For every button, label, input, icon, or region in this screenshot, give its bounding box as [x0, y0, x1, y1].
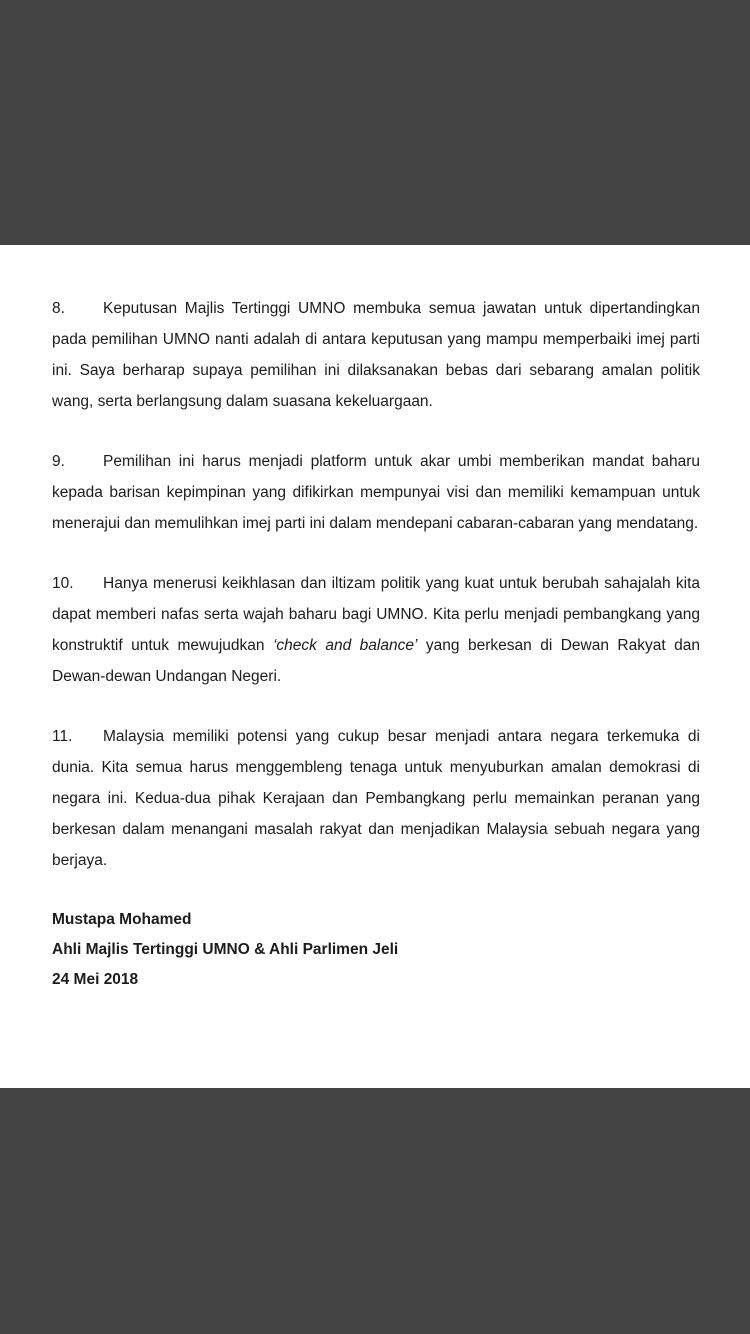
- paragraph-text: Hanya menerusi keikhlasan dan iltizam politik yang kuat untuk berubah sahajalah kita dapat memberi nafas serta wajah baharu bagi UMNO. Kita perlu menjadi pembangkang yang konstruktif untuk mewujudkan: [52, 575, 700, 654]
- signature-date: 24 Mei 2018: [52, 971, 139, 988]
- bottom-dark-bar: [0, 1088, 750, 1334]
- paragraph-11: [52, 721, 700, 876]
- paragraph-text-end: yang berkesan di Dewan Rakyat dan Dewan-dewan Undangan Negeri.: [52, 637, 700, 685]
- paragraph-text: Keputusan Majlis Tertinggi UMNO membuka semua jawatan untuk dipertandingkan pada pemilihan UMNO nanti adalah di antara keputusan yang mampu memperbaiki imej parti ini. Saya berharap supaya pemilihan ini dilaksanakan bebas dari sebarang amalan politik wang, serta berlangsung dalam suasana kekeluargaan.: [52, 300, 700, 410]
- top-dark-bar: [0, 0, 750, 245]
- paragraph-8: [52, 293, 700, 417]
- signature-block: [52, 905, 700, 995]
- signature-title: Ahli Majlis Tertinggi UMNO & Ahli Parlimen Jeli: [52, 941, 399, 958]
- paragraph-9: [52, 446, 700, 539]
- paragraph-10: [52, 568, 700, 692]
- signature-name: Mustapa Mohamed: [52, 911, 192, 928]
- paragraph-number: 8.: [52, 300, 65, 317]
- paragraph-text: Pemilihan ini harus menjadi platform untuk akar umbi memberikan mandat baharu kepada barisan kepimpinan yang difikirkan mempunyai visi dan memiliki kemampuan untuk menerajui dan memulihkan imej parti ini dalam mendepani cabaran-cabaran yang mendatang.: [52, 453, 700, 532]
- document-page: [0, 245, 750, 1088]
- paragraph-number: 9.: [52, 453, 65, 470]
- paragraph-number: 10.: [52, 575, 74, 592]
- document-body: [52, 293, 700, 995]
- paragraph-number: 11.: [52, 728, 73, 745]
- paragraph-text: Malaysia memiliki potensi yang cukup besar menjadi antara negara terkemuka di dunia. Kita semua harus menggembleng tenaga untuk menyuburkan amalan demokrasi di negara ini. Kedua-dua pihak Kerajaan dan Pembangkang perlu memainkan peranan yang berkesan dalam menangani masalah rakyat dan menjadikan Malaysia sebuah negara yang berjaya.: [52, 728, 700, 869]
- paragraph-italic-phrase: ‘check and balance’: [272, 637, 418, 654]
